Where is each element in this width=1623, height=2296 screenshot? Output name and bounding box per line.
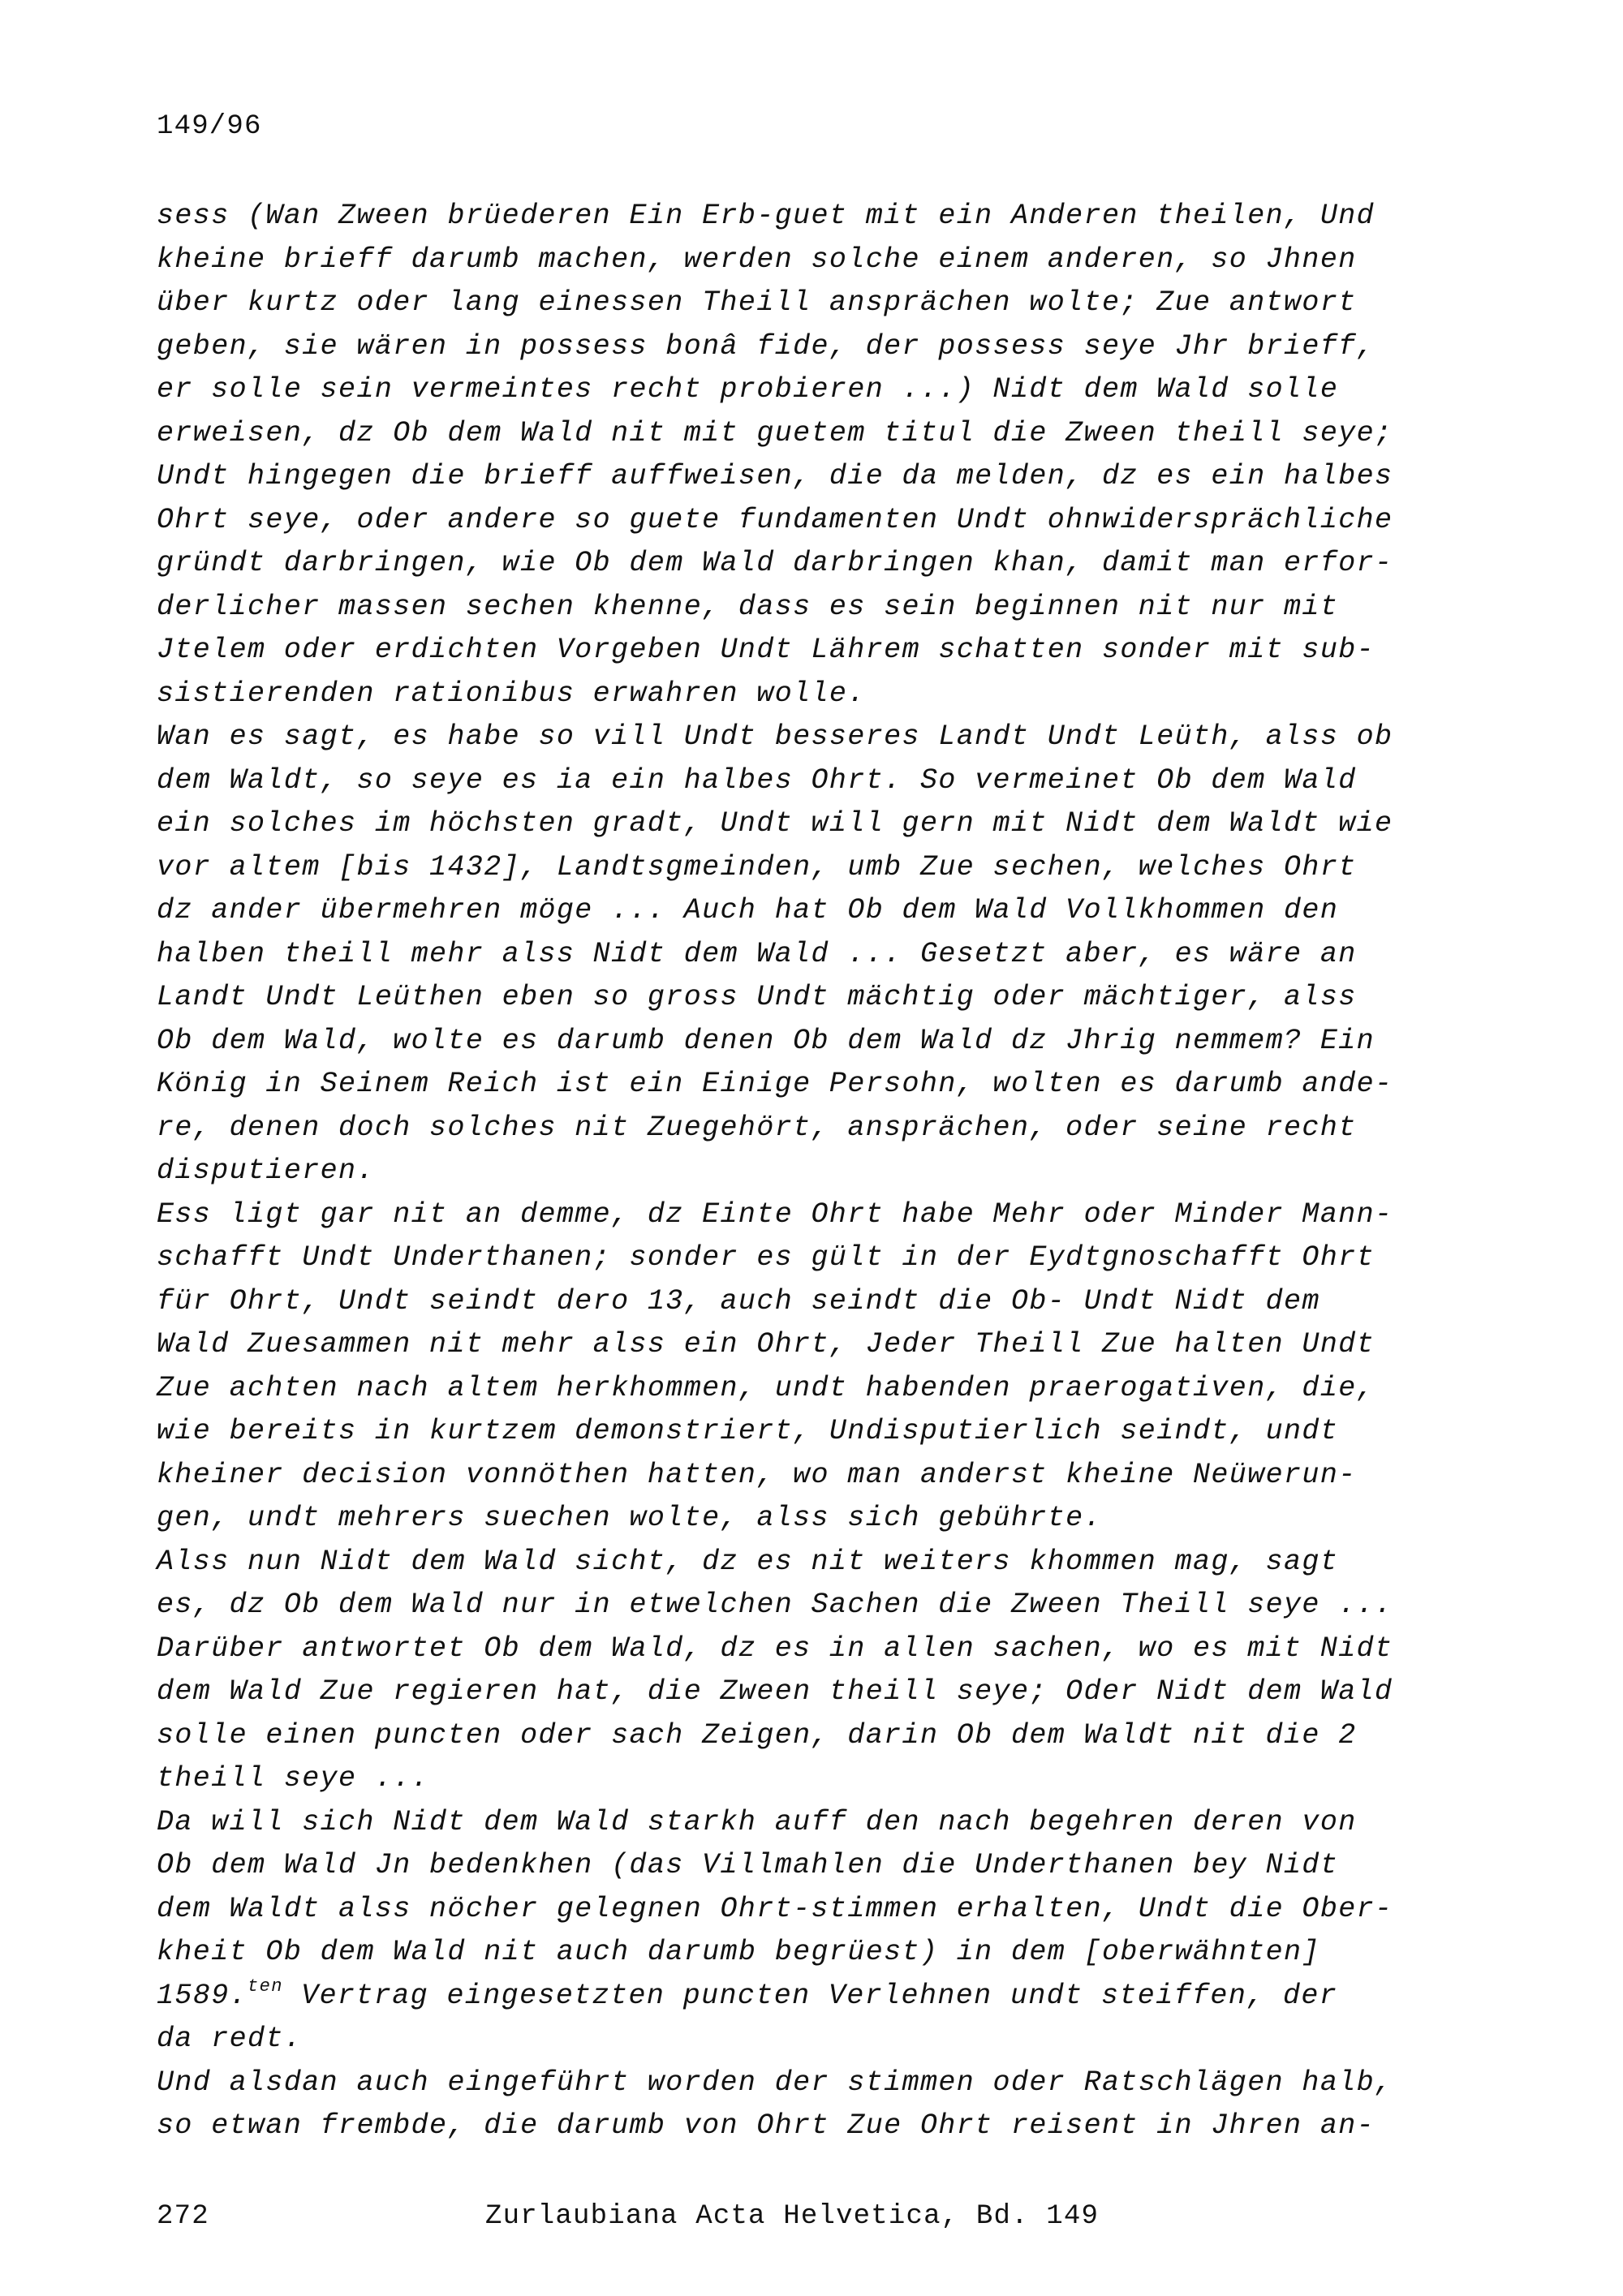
text-line: sistierenden rationibus erwahren wolle. <box>157 677 866 710</box>
text-line: Wan es sagt, es habe so vill Undt besseres Landt Undt Leüth, alss ob <box>157 720 1393 753</box>
text-line: geben, sie wären in possess bonâ fide, der possess seye Jhr brieff, <box>157 329 1375 363</box>
text-line: über kurtz oder lang einessen Theill ansprächen wolte; Zue antwort <box>157 286 1357 319</box>
text-line: sess (Wan Zween brüederen Ein Erb-guet mit ein Anderen theilen, Und <box>157 200 1375 232</box>
text-line: da redt. <box>157 2023 303 2055</box>
text-line: es, dz Ob dem Wald nur in etwelchen Sachen die Zween Theill seye ... <box>157 1589 1393 1621</box>
text-line: gen, undt mehrers suechen wolte, alss sich gebührte. <box>157 1502 1102 1534</box>
footer-page-number: 272 <box>157 2201 209 2232</box>
footer-publication-title: Zurlaubiana Acta Helvetica, Bd. 149 <box>485 2201 1100 2232</box>
document-body <box>157 195 1423 2148</box>
page-reference: 149/96 <box>157 111 262 142</box>
text-line: disputieren. <box>157 1154 375 1187</box>
text-line: Zue achten nach altem herkhommen, undt habenden praerogativen, die, <box>157 1371 1375 1404</box>
text-line: halben theill mehr alss Nidt dem Wald ... Gesetzt aber, es wäre an <box>157 937 1357 970</box>
text-line-with-superscript <box>157 1975 1423 2019</box>
text-line: Wald Zuesammen nit mehr alss ein Ohrt, Jeder Theill Zue halten Undt <box>157 1328 1375 1361</box>
text-line: derlicher massen sechen khenne, dass es sein beginnen nit nur mit <box>157 590 1339 623</box>
text-line: erweisen, dz Ob dem Wald nit mit guetem titul die Zween theill seye; <box>157 416 1393 449</box>
text-line: er solle sein vermeintes recht probieren ...) Nidt dem Wald solle <box>157 373 1339 406</box>
text-line: wie bereits in kurtzem demonstriert, Undisputierlich seindt, undt <box>157 1415 1339 1447</box>
text-line: Ob dem Wald, wolte es darumb denen Ob dem Wald dz Jhrig nemmem? Ein <box>157 1024 1375 1057</box>
year-text: 1589. <box>157 1979 248 2012</box>
text-line: Da will sich Nidt dem Wald starkh auff den nach begehren deren von <box>157 1805 1357 1838</box>
text-line: Alss nun Nidt dem Wald sicht, dz es nit weiters khommen mag, sagt <box>157 1545 1339 1578</box>
text-line: Undt hingegen die brieff auffweisen, die da melden, dz es ein halbes <box>157 460 1393 492</box>
text-line: Ess ligt gar nit an demme, dz Einte Ohrt habe Mehr oder Minder Mann- <box>157 1197 1393 1231</box>
text-line: dem Waldt, so seye es ia ein halbes Ohrt. So vermeinet Ob dem Wald <box>157 763 1357 797</box>
text-line: solle einen puncten oder sach Zeigen, darin Ob dem Waldt nit die 2 <box>157 1718 1357 1752</box>
text-line: für Ohrt, Undt seindt dero 13, auch seindt die Ob- Undt Nidt dem <box>157 1284 1320 1318</box>
ordinal-superscript: ten <box>248 1976 283 1997</box>
text-line: so etwan frembde, die darumb von Ohrt Zue Ohrt reisent in Jhren an- <box>157 2109 1375 2142</box>
text-line: schafft Undt Underthanen; sonder es gült in der Eydtgnoschafft Ohrt <box>157 1241 1375 1274</box>
text-line: re, denen doch solches nit Zuegehört, ansprächen, oder seine recht <box>157 1111 1357 1144</box>
text-line: Landt Undt Leüthen eben so gross Undt mächtig oder mächtiger, alss <box>157 981 1357 1013</box>
text-line: Ob dem Wald Jn bedenkhen (das Villmahlen die Underthanen bey Nidt <box>157 1849 1339 1881</box>
text-line: kheit Ob dem Wald nit auch darumb begrüest) in dem [oberwähnten] <box>157 1936 1320 1968</box>
text-line: dz ander übermehren möge ... Auch hat Ob dem Wald Vollkhommen den <box>157 894 1339 927</box>
text-line: kheine brieff darumb machen, werden solche einem anderen, so Jhnen <box>157 243 1357 276</box>
text-line: Darüber antwortet Ob dem Wald, dz es in allen sachen, wo es mit Nidt <box>157 1632 1393 1665</box>
text-line: gründt darbringen, wie Ob dem Wald darbringen khan, damit man erfor- <box>157 547 1393 579</box>
text-line: vor altem [bis 1432], Landtsgmeinden, umb Zue sechen, welches Ohrt <box>157 850 1357 884</box>
text-line: Ohrt seye, oder andere so guete fundamenten Undt ohnwidersprächliche <box>157 503 1393 536</box>
text-line: ein solches im höchsten gradt, Undt will gern mit Nidt dem Waldt wie <box>157 807 1393 840</box>
text-line: kheiner decision vonnöthen hatten, wo man anderst kheine Neüwerun- <box>157 1458 1357 1491</box>
text-line: theill seye ... <box>157 1762 430 1795</box>
text-line: Jtelem oder erdichten Vorgeben Undt Lährem schatten sonder mit sub- <box>157 634 1375 666</box>
text-line: Und alsdan auch eingeführt worden der stimmen oder Ratschlägen halb, <box>157 2066 1393 2099</box>
text-line: dem Wald Zue regieren hat, die Zween theill seye; Oder Nidt dem Wald <box>157 1675 1393 1708</box>
line-tail-text: Vertrag eingesetzten puncten Verlehnen undt steiffen, der <box>282 1979 1338 2012</box>
text-line: König in Seinem Reich ist ein Einige Persohn, wolten es darumb ande- <box>157 1068 1393 1100</box>
text-line: dem Waldt alss nöcher gelegnen Ohrt-stimmen erhalten, Undt die Ober- <box>157 1892 1393 1925</box>
